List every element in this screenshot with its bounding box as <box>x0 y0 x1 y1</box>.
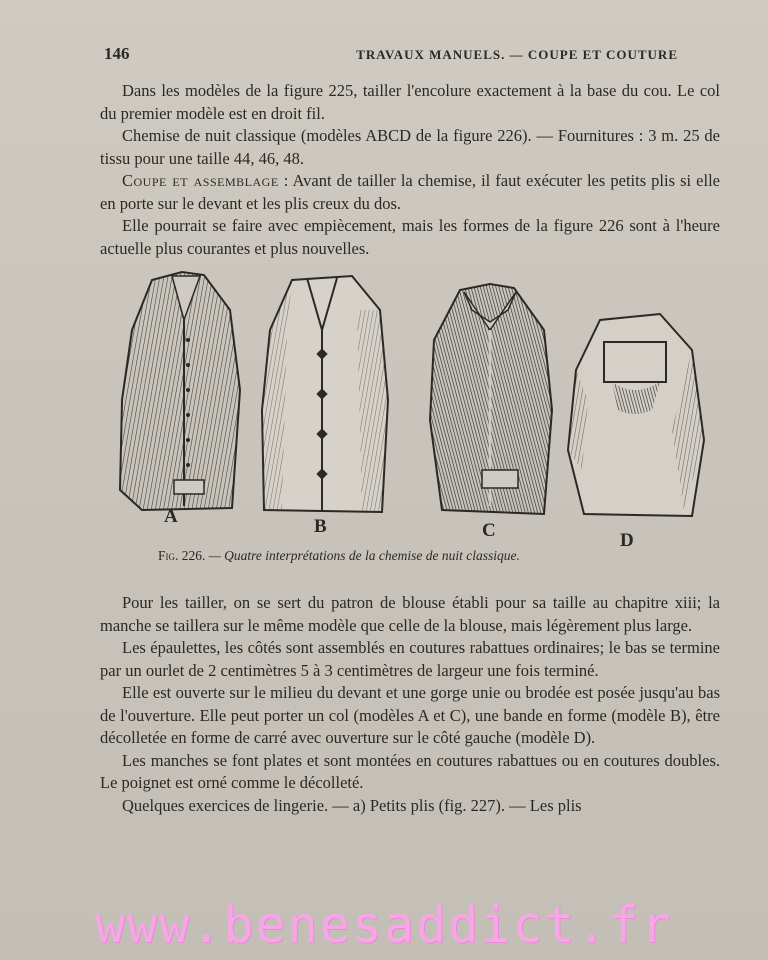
section-lead: Coupe et assemblage <box>122 171 279 190</box>
paragraph-text: : Avant de tailler la chemise, il faut exécuter les petits plis si elle en porte sur le devant et les plis creux du dos. <box>100 171 720 213</box>
page-header <box>104 44 678 64</box>
gown-d-drawing <box>568 314 704 516</box>
figure-label-d: D <box>620 530 634 551</box>
paragraph: Chemise de nuit classique (modèles ABCD de la figure 226). — Fournitures : 3 m. 25 de tissu pour une taille 44, 46, 48. <box>100 126 720 168</box>
paragraph: Elle est ouverte sur le milieu du devant et une gorge unie ou brodée est posée jusqu'au bas de l'ouverture. Elle peut porter un col (modèles A et C), une bande en forme (modèle B), être décolletée en forme de carré avec ouverture sur le côté gauche (modèle D). <box>100 683 720 747</box>
caption-text: — Quatre interprétations de la chemise de nuit classique. <box>205 548 520 563</box>
top-text-block <box>100 80 720 260</box>
gown-c-drawing <box>430 284 552 514</box>
gown-a-drawing <box>120 272 240 510</box>
bottom-text-block <box>100 592 720 817</box>
paragraph <box>100 170 720 215</box>
nightgown-illustrations <box>112 270 712 526</box>
watermark-text: www.benesaddict.fr <box>95 896 673 954</box>
paragraph: Dans les modèles de la figure 225, tailler l'encolure exactement à la base du cou. Le col du premier modèle est en droit fil. <box>100 81 720 123</box>
paragraph: Pour les tailler, on se sert du patron de blouse établi pour sa taille au chapitre xiii; la manche se taillera sur le même modèle que celle de la blouse, mais légèrement plus large. <box>100 593 720 635</box>
caption-figure-number: Fig. 226. <box>158 548 206 563</box>
figure-226 <box>112 270 712 551</box>
figure-label-c: C <box>482 520 496 541</box>
figure-label-a: A <box>164 506 178 527</box>
figure-caption <box>158 548 698 564</box>
figure-label-b: B <box>314 516 327 537</box>
paragraph: Quelques exercices de lingerie. — a) Petits plis (fig. 227). — Les plis <box>122 795 582 815</box>
running-title: TRAVAUX MANUELS. — COUPE ET COUTURE <box>356 47 678 62</box>
paragraph: Elle pourrait se faire avec empiècement, mais les formes de la figure 226 sont à l'heure actuelle plus courantes et plus nouvelles. <box>100 216 720 258</box>
paragraph: Les manches se font plates et sont montées en coutures rabattues ou en coutures doubles. Le poignet est orné comme le décolleté. <box>100 750 720 792</box>
gown-b-drawing <box>262 276 388 512</box>
page-number: 146 <box>104 44 130 63</box>
paragraph: Les épaulettes, les côtés sont assemblés en coutures rabattues ordinaires; le bas se termine par un ourlet de 2 centimètres 5 à 3 centimètres de largeur une fois terminé. <box>100 638 720 680</box>
